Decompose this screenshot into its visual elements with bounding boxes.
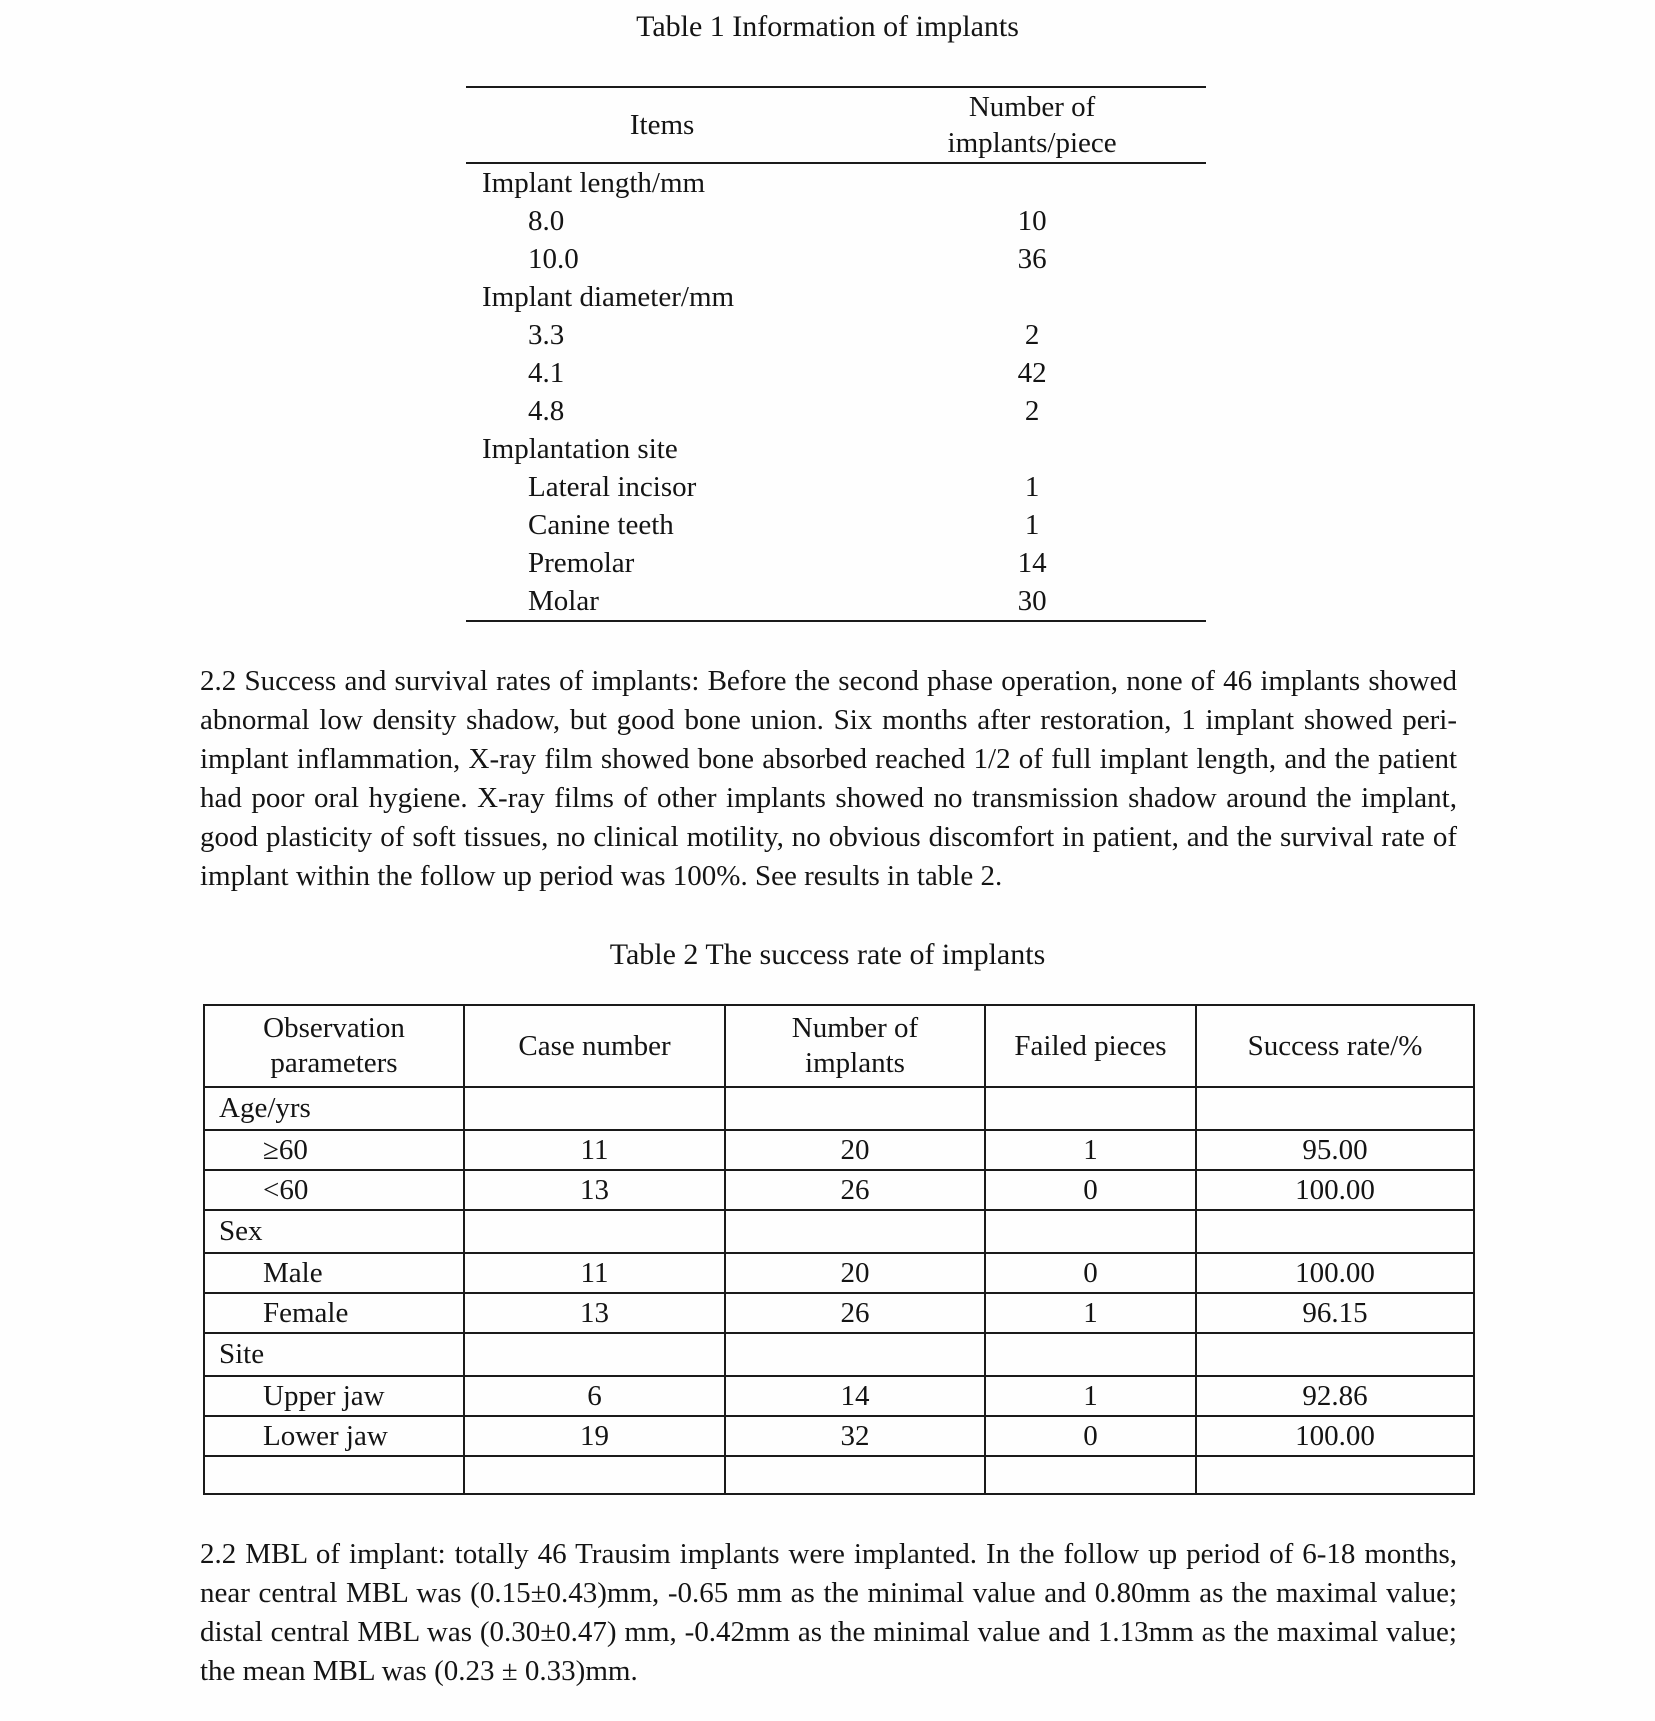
column-header-text: Observation parameters <box>263 1012 405 1079</box>
success-rate-table <box>203 1004 1475 1495</box>
cell-failed-pieces: 1 <box>985 1376 1196 1416</box>
cell-number-of-implants <box>725 1333 985 1376</box>
row-label: 8.0 <box>528 204 565 237</box>
row-label <box>204 1456 464 1494</box>
row-value: 2 <box>1024 394 1040 427</box>
table-row <box>204 1130 1474 1170</box>
table-row <box>466 506 1206 544</box>
cell-case-number: 19 <box>464 1416 725 1456</box>
row-label: Implant diameter/mm <box>482 280 735 313</box>
column-header-failed-pieces <box>985 1005 1196 1087</box>
table-row <box>204 1293 1474 1333</box>
cell-failed-pieces: 1 <box>985 1130 1196 1170</box>
column-header-text: Number of implants <box>791 1012 919 1079</box>
implants-info-table <box>466 86 1206 622</box>
row-value: 10 <box>1017 204 1047 237</box>
cell-failed-pieces <box>985 1456 1196 1494</box>
table-row <box>204 1416 1474 1456</box>
cell-number-of-implants <box>725 1210 985 1253</box>
cell-failed-pieces: 0 <box>985 1253 1196 1293</box>
table2-header-row <box>204 1005 1474 1087</box>
row-value: 2 <box>1024 318 1040 351</box>
table-row <box>466 278 1206 316</box>
row-label: Lower jaw <box>204 1416 464 1456</box>
row-label: Female <box>204 1293 464 1333</box>
row-label: Premolar <box>528 546 635 579</box>
row-label: Lateral incisor <box>528 470 697 503</box>
cell-number-of-implants: 20 <box>725 1253 985 1293</box>
table-row <box>204 1333 1474 1376</box>
column-header-text: Case number <box>518 1029 671 1062</box>
table-row <box>466 468 1206 506</box>
column-header-text: Success rate/% <box>1247 1029 1423 1062</box>
cell-case-number: 6 <box>464 1376 725 1416</box>
table-row <box>466 240 1206 278</box>
cell-failed-pieces <box>985 1333 1196 1376</box>
table-row <box>204 1210 1474 1253</box>
cell-failed-pieces: 1 <box>985 1293 1196 1333</box>
row-value: 14 <box>1017 546 1047 579</box>
cell-number-of-implants <box>725 1087 985 1130</box>
row-label: Site <box>204 1333 464 1376</box>
table-row <box>204 1253 1474 1293</box>
cell-success-rate: 100.00 <box>1196 1170 1474 1210</box>
column-header-items: Items <box>629 108 695 141</box>
mbl-paragraph: 2.2 MBL of implant: totally 46 Trausim implants were implanted. In the follow up period of 6-18 months, near central MBL was (0.15±0.43)mm, -0.65 mm as the minimal value and 0.80mm as the maximal value; distal central MBL was (0.30±0.47) mm, -0.42mm as the minimal value and 1.13mm as the maximal value; the mean MBL was (0.23 ± 0.33)mm. <box>200 1538 1457 1687</box>
cell-case-number: 13 <box>464 1170 725 1210</box>
cell-success-rate <box>1196 1333 1474 1376</box>
row-value: 36 <box>1017 242 1047 275</box>
cell-number-of-implants: 20 <box>725 1130 985 1170</box>
column-header-success-rate <box>1196 1005 1474 1087</box>
column-header-text: Failed pieces <box>1014 1029 1167 1062</box>
row-label: Male <box>204 1253 464 1293</box>
row-label: Age/yrs <box>204 1087 464 1130</box>
table-row <box>204 1170 1474 1210</box>
table-row <box>204 1456 1474 1494</box>
column-header-case-number <box>464 1005 725 1087</box>
table1-caption: Table 1 Information of implants <box>636 10 1019 43</box>
row-label: 4.1 <box>528 356 565 389</box>
cell-failed-pieces: 0 <box>985 1170 1196 1210</box>
row-label: Upper jaw <box>204 1376 464 1416</box>
row-label: 10.0 <box>528 242 579 275</box>
cell-number-of-implants: 32 <box>725 1416 985 1456</box>
row-value: 42 <box>1017 356 1047 389</box>
cell-success-rate: 100.00 <box>1196 1416 1474 1456</box>
table-row <box>466 354 1206 392</box>
table-row <box>466 544 1206 582</box>
cell-success-rate: 92.86 <box>1196 1376 1474 1416</box>
row-label: Implantation site <box>482 432 678 465</box>
cell-failed-pieces: 0 <box>985 1416 1196 1456</box>
table2-caption: Table 2 The success rate of implants <box>609 938 1046 971</box>
cell-success-rate <box>1196 1456 1474 1494</box>
row-label: Canine teeth <box>528 508 674 541</box>
row-label: 3.3 <box>528 318 565 351</box>
table-row <box>466 392 1206 430</box>
table-row <box>466 582 1206 620</box>
column-header-number-of-implants-text: Number of implants/piece <box>947 91 1117 159</box>
table-row <box>466 316 1206 354</box>
row-label: ≥60 <box>204 1130 464 1170</box>
column-header-observation-parameters <box>204 1005 464 1087</box>
cell-success-rate: 100.00 <box>1196 1253 1474 1293</box>
cell-number-of-implants: 26 <box>725 1170 985 1210</box>
cell-number-of-implants <box>725 1456 985 1494</box>
column-header-number-of-implants <box>858 89 1206 161</box>
row-label: Molar <box>528 584 599 617</box>
cell-case-number: 13 <box>464 1293 725 1333</box>
table-row <box>204 1087 1474 1130</box>
column-header-number-of-implants <box>725 1005 985 1087</box>
row-value: 30 <box>1017 584 1047 617</box>
cell-number-of-implants: 26 <box>725 1293 985 1333</box>
cell-case-number <box>464 1087 725 1130</box>
row-label: Implant length/mm <box>482 166 706 199</box>
row-label: <60 <box>204 1170 464 1210</box>
table-row <box>466 164 1206 202</box>
table-row <box>466 202 1206 240</box>
row-label: Sex <box>204 1210 464 1253</box>
survival-rate-paragraph: 2.2 Success and survival rates of implants: Before the second phase operation, none of 46 implants showed abnormal low density shadow, but good bone union. Six months after restoration, 1 implant showed peri-implant inflammation, X-ray film showed bone absorbed reached 1/2 of full implant length, and the patient had poor oral hygiene. X-ray films of other implants showed no transmission shadow around the implant, good plasticity of soft tissues, no clinical motility, no obvious discomfort in patient, and the survival rate of implant within the follow up period was 100%. See results in table 2. <box>200 665 1457 892</box>
cell-case-number <box>464 1210 725 1253</box>
row-label: 4.8 <box>528 394 565 427</box>
row-value: 1 <box>1024 470 1040 503</box>
cell-case-number <box>464 1456 725 1494</box>
table1-header-row <box>466 88 1206 164</box>
cell-case-number: 11 <box>464 1130 725 1170</box>
row-value: 1 <box>1024 508 1040 541</box>
table1-body <box>466 164 1206 620</box>
cell-number-of-implants: 14 <box>725 1376 985 1416</box>
cell-case-number <box>464 1333 725 1376</box>
table-row <box>466 430 1206 468</box>
cell-success-rate <box>1196 1087 1474 1130</box>
table-row <box>204 1376 1474 1416</box>
cell-success-rate <box>1196 1210 1474 1253</box>
cell-failed-pieces <box>985 1210 1196 1253</box>
cell-success-rate: 96.15 <box>1196 1293 1474 1333</box>
cell-success-rate: 95.00 <box>1196 1130 1474 1170</box>
cell-case-number: 11 <box>464 1253 725 1293</box>
cell-failed-pieces <box>985 1087 1196 1130</box>
